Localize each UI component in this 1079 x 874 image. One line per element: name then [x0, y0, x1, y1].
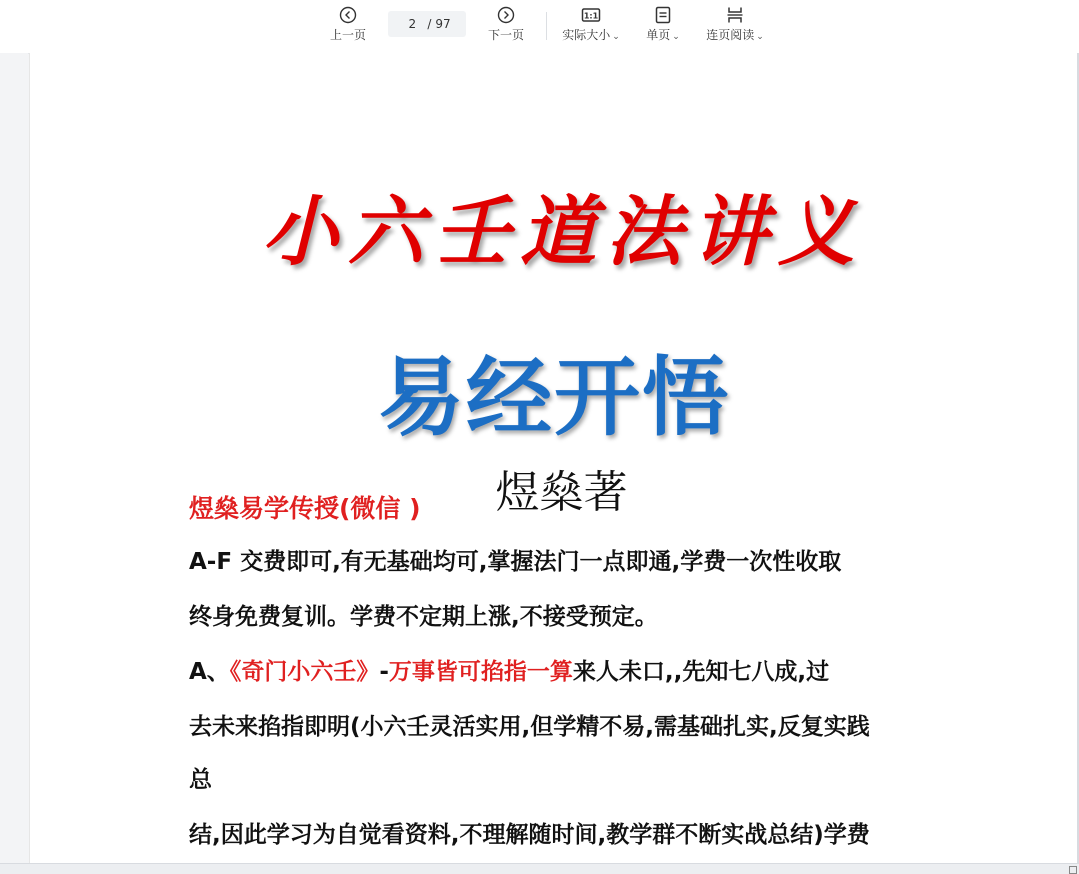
paragraph-line: 终身免费复训。学费不定期上涨,不接受预定。 [189, 604, 658, 630]
page-separator: / [427, 17, 432, 31]
next-page-button[interactable] [486, 6, 526, 48]
page-indicator [388, 11, 466, 37]
continuous-reading-dropdown[interactable] [703, 6, 767, 48]
chevron-left-circle-icon [339, 6, 357, 24]
horizontal-scrollbar[interactable] [0, 863, 1079, 874]
line-prefix: A-F [189, 549, 233, 575]
actual-size-dropdown[interactable] [560, 6, 622, 48]
next-page-label: 下一页 [487, 28, 524, 42]
document-title-sub: 易经开悟 [378, 348, 730, 448]
document-author: 煜燊著 [495, 467, 628, 518]
single-page-icon [654, 6, 672, 24]
paragraph-line [189, 653, 829, 686]
toolbar-divider [546, 12, 547, 40]
paragraph-line: 结,因此学习为自觉看资料,不理解随时间,教学群不断实战总结)学费 [189, 822, 870, 848]
current-page-input[interactable]: 2 [408, 17, 417, 31]
chevron-down-icon: ⌄ [756, 32, 764, 42]
actual-size-label-wrap [562, 26, 620, 43]
document-subheading: 煜燊易学传授(微信 ) [189, 494, 421, 523]
svg-text:1:1: 1:1 [583, 11, 599, 21]
total-pages: 97 [435, 17, 451, 31]
viewer-toolbar [0, 0, 1079, 54]
continuous-pages-icon [726, 6, 744, 24]
prev-page-button[interactable] [328, 6, 368, 48]
chevron-down-icon: ⌄ [672, 32, 680, 42]
line-text: 交费即可,有无基础均可,掌握法门一点即通,学费一次性收取 [232, 549, 842, 575]
left-gutter [0, 53, 28, 863]
document-title-main: 小六壬道法讲义 [262, 187, 864, 276]
single-page-label: 单页 [646, 28, 671, 42]
prev-page-label: 上一页 [329, 28, 366, 42]
chevron-down-icon: ⌄ [612, 32, 620, 42]
one-to-one-icon [581, 6, 601, 24]
highlight-title: 《奇门小六壬》 [229, 659, 380, 685]
chevron-right-circle-icon [497, 6, 515, 24]
paragraph-line [189, 543, 841, 576]
continuous-label-wrap [706, 26, 764, 43]
line-prefix: A、 [189, 659, 230, 685]
continuous-label: 连页阅读 [706, 28, 755, 42]
line-dash: - [379, 659, 389, 685]
highlight-slogan: 万事皆可掐指一算 [388, 659, 573, 685]
actual-size-label: 实际大小 [562, 28, 611, 42]
paragraph-line: 总 [189, 767, 212, 793]
document-page [29, 53, 1078, 863]
line-text: 来人未口,,先知七八成,过 [572, 659, 830, 685]
single-page-label-wrap [646, 26, 680, 43]
paragraph-line: 去未来掐指即明(小六壬灵活实用,但学精不易,需基础扎实,反复实践 [189, 714, 870, 740]
single-page-dropdown[interactable] [643, 6, 683, 48]
